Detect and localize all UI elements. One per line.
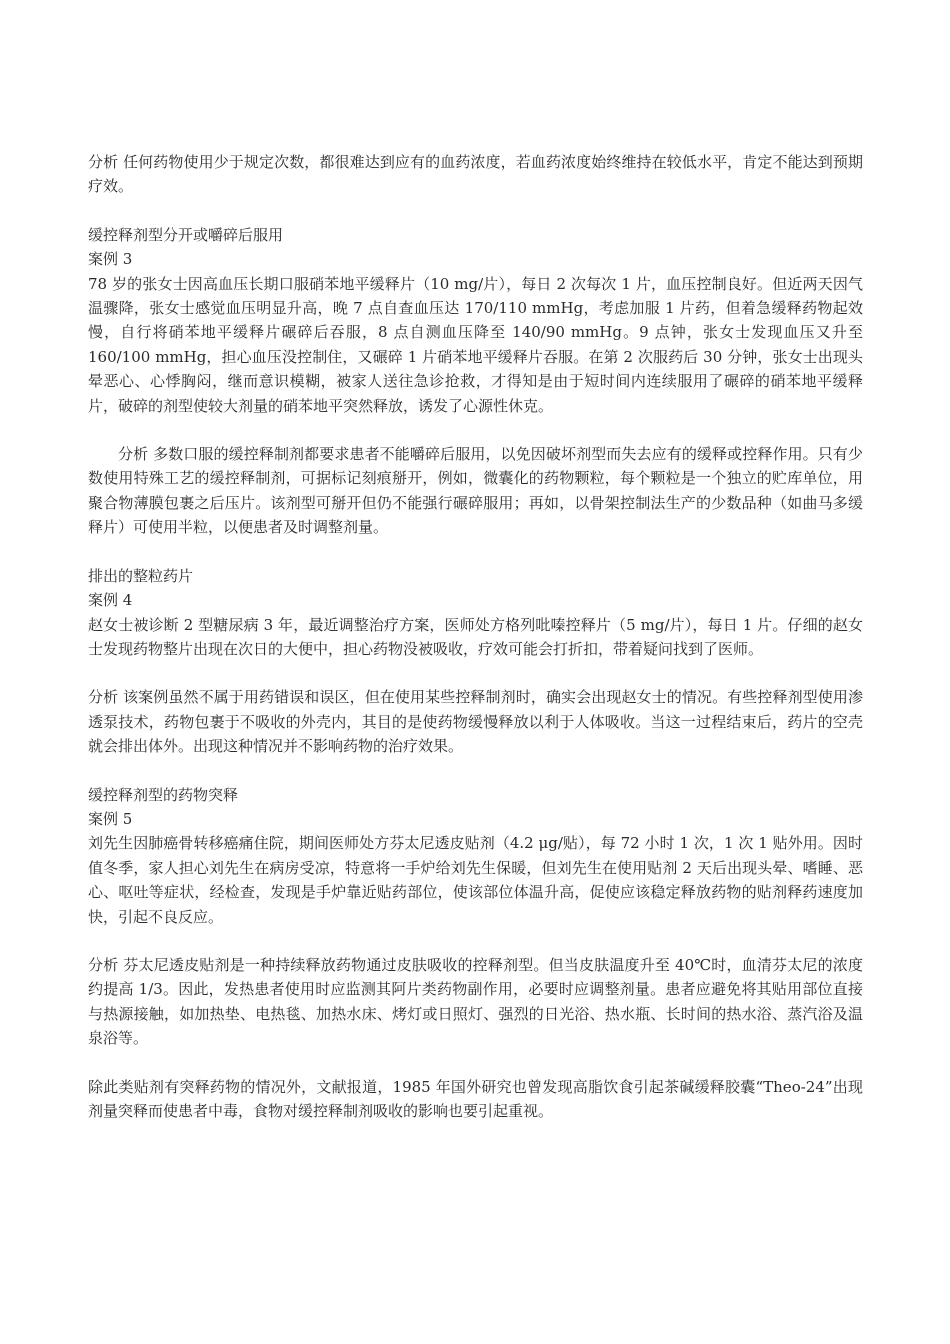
- paragraph-gap: [88, 1051, 863, 1075]
- section-heading-1: 缓控释剂型分开或嚼碎后服用: [88, 225, 284, 244]
- paragraph-gap: [88, 418, 863, 442]
- paragraph-gap: [88, 929, 863, 953]
- analysis-paragraph-4: 分析 芬太尼透皮贴剂是一种持续释放药物通过皮肤吸收的控释剂型。但当皮肤温度升至 40℃时，血清芬太尼的浓度约提高 1/3。因此，发热患者使用时应监测其阿片类药物副作用，必要时应调整剂量。患者应避免将其贴用部位直接与热源接触，如加热垫、电热毯、加热水床、烤灯或日照灯、强烈的日光浴、热水瓶、长时间的热水浴、蒸汽浴及温泉浴等。: [88, 955, 863, 1048]
- paragraph-gap: [88, 759, 863, 783]
- case-label-5: 案例 5: [88, 809, 133, 828]
- paragraph-gap: [88, 661, 863, 685]
- analysis-paragraph-1: 分析 任何药物使用少于规定次数，都很难达到应有的血药浓度，若血药浓度始终维持在较低水平，肯定不能达到预期疗效。: [88, 153, 863, 196]
- section-heading-3: 缓控释剂型的药物突释: [88, 785, 239, 804]
- paragraph-gap: [88, 540, 863, 564]
- case-label-3: 案例 3: [88, 250, 133, 269]
- section-heading-2: 排出的整粒药片: [88, 566, 194, 585]
- document-body: [88, 150, 863, 1123]
- case-label-4: 案例 4: [88, 591, 133, 610]
- case-5-text: 刘先生因肺癌骨转移癌痛住院，期间医师处方芬太尼透皮贴剂（4.2 μg/贴），每 72 小时 1 次，1 次 1 贴外用。因时值冬季，家人担心刘先生在病房受凉，特意将一手炉给刘先生保暖，但刘先生在使用贴剂 2 天后出现头晕、嗜睡、恶心、呕吐等症状，经检查，发现是手炉靠近贴药部位，使该部位体温升高，促使应该稳定释放药物的贴剂释药速度加快，引起不良反应。: [88, 834, 863, 926]
- analysis-paragraph-2: 分析 多数口服的缓控释制剂都要求患者不能嚼碎后服用，以免因破坏剂型而失去应有的缓释或控释作用。只有少数使用特殊工艺的缓控释制剂，可据标记刻痕掰开，例如，微囊化的药物颗粒，每个颗粒是一个独立的贮库单位，用聚合物薄膜包裹之后压片。该剂型可掰开但仍不能强行碾碎服用；再如，以骨架控制法生产的少数品种（如曲马多缓释片）可使用半粒，以便患者及时调整剂量。: [88, 445, 863, 537]
- case-4-text: 赵女士被诊断 2 型糖尿病 3 年，最近调整治疗方案，医师处方格列吡嗪控释片（5 mg/片），每日 1 片。仔细的赵女士发现药物整片出现在次日的大便中，担心药物没被吸收，疗效可能会打折扣，带着疑问找到了医师。: [88, 615, 863, 658]
- case-3-text: 78 岁的张女士因高血压长期口服硝苯地平缓释片（10 mg/片），每日 2 次每次 1 片，血压控制良好。但近两天因气温骤降，张女士感觉血压明显升高，晚 7 点自查血压达 170/110 mmHg，考虑加服 1 片药，但着急缓释药物起效慢，自行将硝苯地平缓释片碾碎后吞服，8 点自测血压降至 140/90 mmHg。9 点钟，张女士发现血压又升至 160/100 mmHg，担心血压没控制住，又碾碎 1 片硝苯地平缓释片吞服。在第 2 次服药后 30 分钟，张女士出现头晕恶心、心悸胸闷，继而意识模糊，被家人送往急诊抢救，才得知是由于短时间内连续服用了碾碎的硝苯地平缓释片，破碎的剂型使较大剂量的硝苯地平突然释放，诱发了心源性休克。: [88, 274, 863, 415]
- analysis-paragraph-3: 分析 该案例虽然不属于用药错误和误区，但在使用某些控释制剂时，确实会出现赵女士的情况。有些控释剂型使用渗透泵技术，药物包裹于不吸收的外壳内，其目的是使药物缓慢释放以利于人体吸收。当这一过程结束后，药片的空壳就会排出体外。出现这种情况并不影响药物的治疗效果。: [88, 688, 863, 756]
- closing-paragraph: 除此类贴剂有突释药物的情况外，文献报道，1985 年国外研究也曾发现高脂饮食引起茶碱缓释胶囊“Theo-24”出现剂量突释而使患者中毒，食物对缓控释制剂吸收的影响也要引起重视。: [88, 1077, 863, 1120]
- paragraph-gap: [88, 199, 863, 223]
